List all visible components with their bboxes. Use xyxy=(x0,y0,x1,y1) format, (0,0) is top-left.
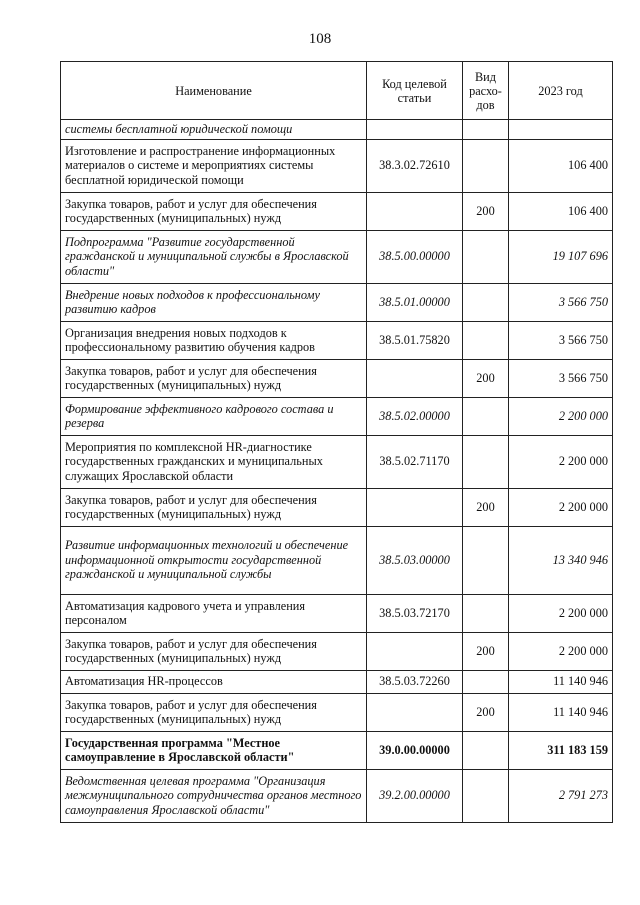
cell-sum: 2 200 000 xyxy=(509,594,613,632)
cell-code: 38.5.03.00000 xyxy=(367,526,463,594)
cell-code: 38.5.03.72260 xyxy=(367,670,463,693)
table-row xyxy=(61,594,613,632)
cell-code xyxy=(367,693,463,731)
cell-code xyxy=(367,488,463,526)
cell-vid: 200 xyxy=(463,359,509,397)
cell-code xyxy=(367,632,463,670)
cell-sum: 13 340 946 xyxy=(509,526,613,594)
cell-name: Закупка товаров, работ и услуг для обеспечения государственных (муниципальных) нужд xyxy=(61,192,367,230)
cell-sum xyxy=(509,120,613,140)
table-row xyxy=(61,731,613,769)
cell-sum: 2 200 000 xyxy=(509,397,613,435)
table-row xyxy=(61,693,613,731)
cell-sum: 11 140 946 xyxy=(509,670,613,693)
cell-name: Подпрограмма "Развитие государственной гражданской и муниципальной службы в Ярославской области" xyxy=(61,230,367,283)
cell-vid xyxy=(463,670,509,693)
cell-vid xyxy=(463,120,509,140)
cell-code: 38.5.02.71170 xyxy=(367,435,463,488)
cell-vid xyxy=(463,321,509,359)
cell-code xyxy=(367,192,463,230)
table-row xyxy=(61,359,613,397)
header-sum: 2023 год xyxy=(509,62,613,120)
cell-code: 38.5.01.00000 xyxy=(367,283,463,321)
cell-sum: 3 566 750 xyxy=(509,321,613,359)
cell-name: Организация внедрения новых подходов к профессиональному развитию обучения кадров xyxy=(61,321,367,359)
table-row xyxy=(61,230,613,283)
cell-name: Формирование эффективного кадрового состава и резерва xyxy=(61,397,367,435)
cell-sum: 2 791 273 xyxy=(509,769,613,822)
cell-name: Закупка товаров, работ и услуг для обеспечения государственных (муниципальных) нужд xyxy=(61,359,367,397)
table-row xyxy=(61,435,613,488)
cell-sum: 2 200 000 xyxy=(509,632,613,670)
cell-vid: 200 xyxy=(463,632,509,670)
budget-table xyxy=(60,61,613,823)
table-row xyxy=(61,632,613,670)
cell-code: 39.2.00.00000 xyxy=(367,769,463,822)
cell-name: Изготовление и распространение информационных материалов о системе и мероприятиях системы бесплатной юридической помощи xyxy=(61,139,367,192)
cell-code: 39.0.00.00000 xyxy=(367,731,463,769)
cell-vid: 200 xyxy=(463,693,509,731)
cell-code xyxy=(367,359,463,397)
cell-name: системы бесплатной юридической помощи xyxy=(61,120,367,140)
cell-sum: 3 566 750 xyxy=(509,283,613,321)
cell-name: Ведомственная целевая программа "Организация межмуниципального сотрудничества органов местного самоуправления Ярославской области" xyxy=(61,769,367,822)
cell-sum: 106 400 xyxy=(509,139,613,192)
cell-sum: 106 400 xyxy=(509,192,613,230)
cell-name: Закупка товаров, работ и услуг для обеспечения государственных (муниципальных) нужд xyxy=(61,632,367,670)
cell-sum: 2 200 000 xyxy=(509,435,613,488)
cell-vid: 200 xyxy=(463,192,509,230)
table-row xyxy=(61,321,613,359)
cell-name: Закупка товаров, работ и услуг для обеспечения государственных (муниципальных) нужд xyxy=(61,488,367,526)
table-row xyxy=(61,526,613,594)
table-row xyxy=(61,488,613,526)
cell-code: 38.5.02.00000 xyxy=(367,397,463,435)
cell-name: Закупка товаров, работ и услуг для обеспечения государственных (муниципальных) нужд xyxy=(61,693,367,731)
table-row xyxy=(61,670,613,693)
cell-vid xyxy=(463,230,509,283)
cell-vid xyxy=(463,731,509,769)
cell-name: Автоматизация HR-процессов xyxy=(61,670,367,693)
cell-code: 38.5.01.75820 xyxy=(367,321,463,359)
cell-vid xyxy=(463,435,509,488)
cell-vid xyxy=(463,769,509,822)
table-row xyxy=(61,120,613,140)
cell-name: Внедрение новых подходов к профессиональному развитию кадров xyxy=(61,283,367,321)
cell-code: 38.5.03.72170 xyxy=(367,594,463,632)
header-code: Код целевой статьи xyxy=(367,62,463,120)
cell-vid xyxy=(463,594,509,632)
cell-vid xyxy=(463,526,509,594)
cell-sum: 2 200 000 xyxy=(509,488,613,526)
table-row xyxy=(61,769,613,822)
cell-code: 38.3.02.72610 xyxy=(367,139,463,192)
cell-name: Государственная программа "Местное самоуправление в Ярославской области" xyxy=(61,731,367,769)
table-row xyxy=(61,283,613,321)
cell-code xyxy=(367,120,463,140)
cell-vid xyxy=(463,139,509,192)
cell-sum: 3 566 750 xyxy=(509,359,613,397)
table-row xyxy=(61,139,613,192)
cell-name: Автоматизация кадрового учета и управления персоналом xyxy=(61,594,367,632)
cell-name: Развитие информационных технологий и обеспечение информационной открытости государственной гражданской и муниципальной службы xyxy=(61,526,367,594)
cell-sum: 19 107 696 xyxy=(509,230,613,283)
cell-vid xyxy=(463,397,509,435)
table-row xyxy=(61,192,613,230)
cell-sum: 311 183 159 xyxy=(509,731,613,769)
page-number: 108 xyxy=(308,31,332,47)
header-name: Наименование xyxy=(61,62,367,120)
cell-name: Мероприятия по комплексной HR-диагностике государственных гражданских и муниципальных служащих Ярославской области xyxy=(61,435,367,488)
table-row xyxy=(61,397,613,435)
table-header-row xyxy=(61,62,613,120)
cell-sum: 11 140 946 xyxy=(509,693,613,731)
cell-vid xyxy=(463,283,509,321)
table-body xyxy=(61,120,613,823)
cell-vid: 200 xyxy=(463,488,509,526)
cell-code: 38.5.00.00000 xyxy=(367,230,463,283)
header-vid: Вид расхо-дов xyxy=(463,62,509,120)
